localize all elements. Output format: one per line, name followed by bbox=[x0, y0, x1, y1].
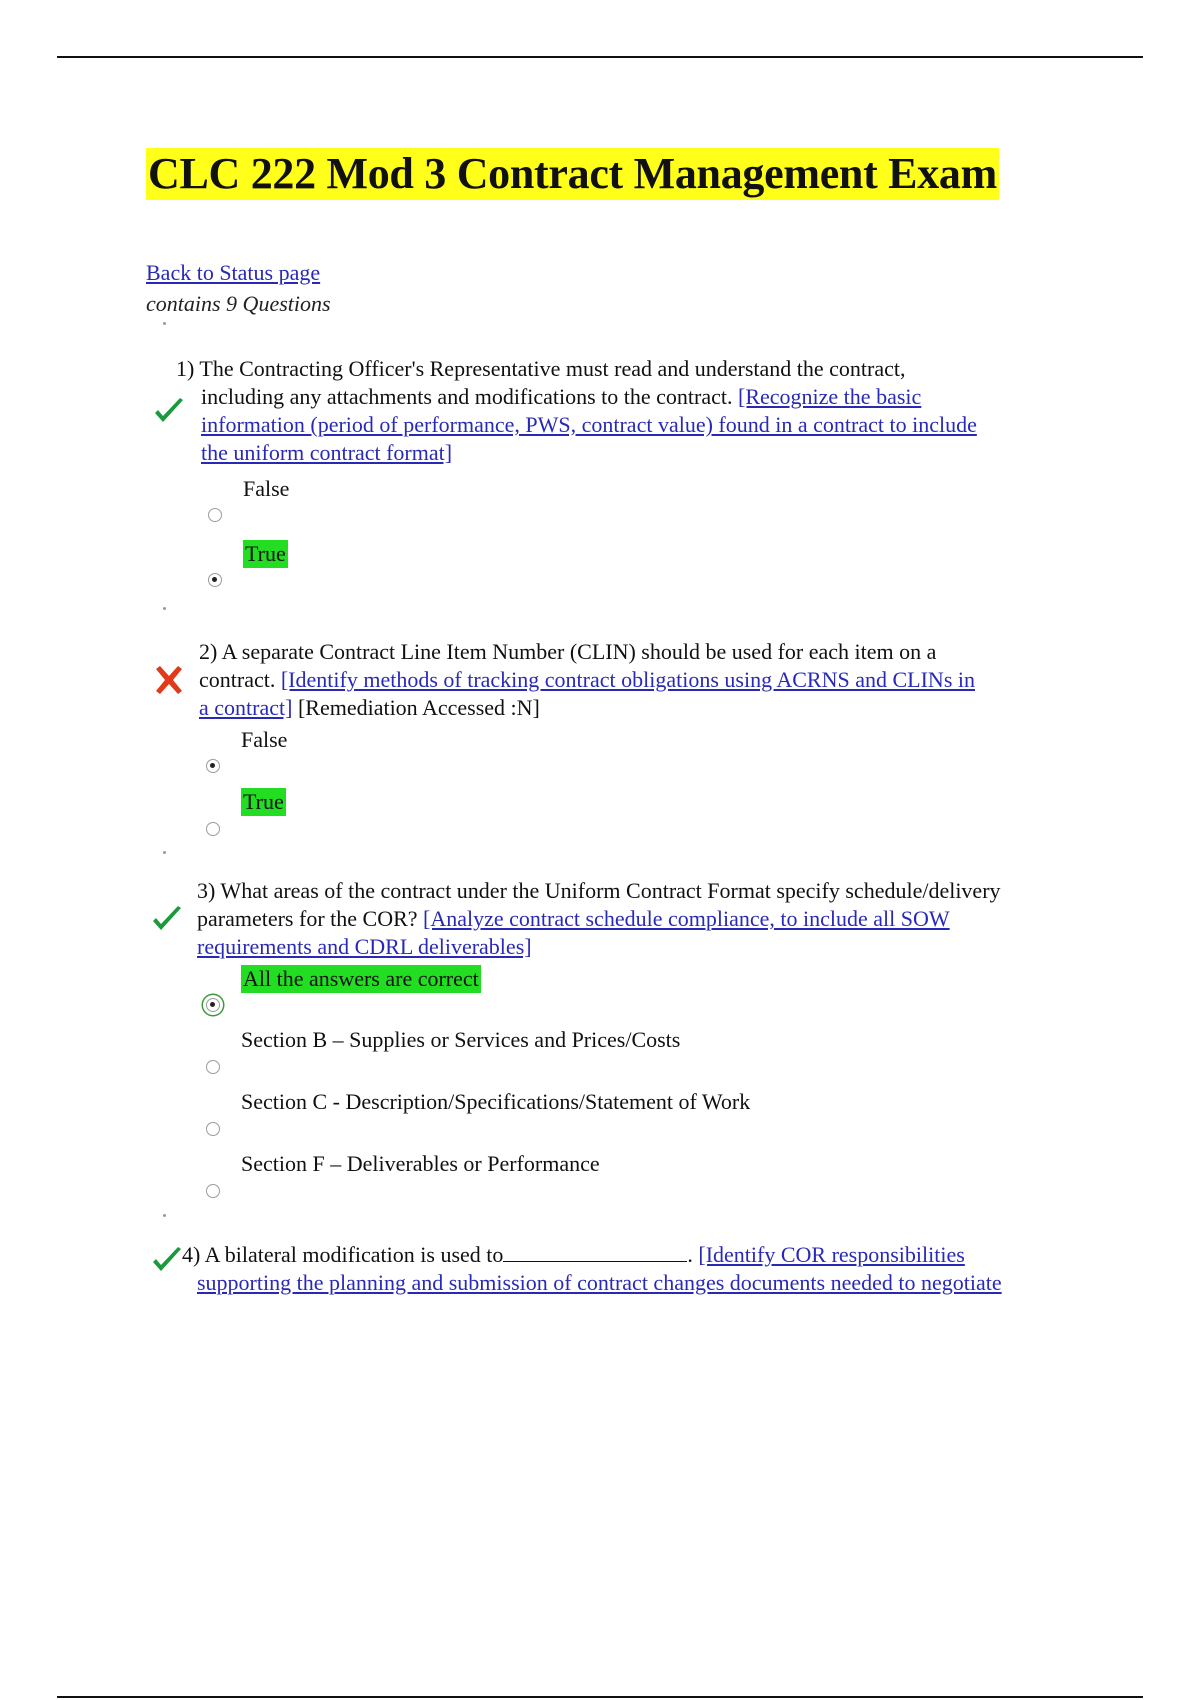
question-2-text bbox=[199, 638, 1079, 722]
q3-option-section-b-radio[interactable] bbox=[206, 1060, 220, 1074]
question-4-objective-link[interactable]: [Identify COR responsibilities supporting the planning and submission of contract changes documents needed to negotiate bbox=[197, 1242, 1002, 1295]
x-mark-icon bbox=[152, 663, 186, 697]
separator-dot bbox=[163, 607, 166, 610]
q3-option-section-b-label: Section B – Supplies or Services and Prices/Costs bbox=[241, 1027, 681, 1052]
question-1-objective-link[interactable]: [Recognize the basic information (period of performance, PWS, contract value) found in a contract to include the uniform contract format] bbox=[201, 384, 977, 465]
q3-option-section-f-radio[interactable] bbox=[206, 1184, 220, 1198]
q2-option-true-label: True bbox=[243, 789, 284, 814]
question-2-line-1: 2) A separate Contract Line Item Number (CLIN) should be used for each item on a bbox=[199, 639, 937, 664]
q2-option-false-radio[interactable] bbox=[206, 759, 220, 773]
page-title: CLC 222 Mod 3 Contract Management Exam bbox=[148, 149, 997, 198]
q3-option-section-f-label: Section F – Deliverables or Performance bbox=[241, 1151, 600, 1176]
question-1-text bbox=[176, 355, 1076, 467]
q3-option-section-c-label: Section C - Description/Specifications/Statement of Work bbox=[241, 1089, 751, 1114]
q1-option-true-label: True bbox=[245, 541, 286, 566]
q3-option-section-c-radio[interactable] bbox=[206, 1122, 220, 1136]
fill-in-blank bbox=[503, 1241, 687, 1262]
question-3-line-1: 3) What areas of the contract under the Uniform Contract Format specify schedule/delivery bbox=[197, 878, 1001, 903]
q2-option-true-radio[interactable] bbox=[206, 822, 220, 836]
q1-option-true-radio[interactable] bbox=[208, 573, 222, 587]
back-to-status-link[interactable]: Back to Status page bbox=[146, 260, 321, 285]
q1-option-false-label: False bbox=[243, 476, 290, 501]
separator-dot bbox=[163, 1214, 166, 1217]
question-2-objective-link[interactable]: [Identify methods of tracking contract obligations using ACRNS and CLINs in a contract] bbox=[199, 667, 975, 720]
question-4-line-1: 4) A bilateral modification is used to bbox=[182, 1242, 504, 1267]
question-1-line-2: including any attachments and modifications to the contract. bbox=[201, 384, 733, 409]
question-3-line-2: parameters for the COR? bbox=[197, 906, 418, 931]
checkmark-icon bbox=[150, 1244, 184, 1278]
q1-option-false-radio[interactable] bbox=[208, 508, 222, 522]
top-rule bbox=[57, 56, 1143, 58]
question-3-text bbox=[197, 877, 1097, 961]
question-4-text: 4) A bilateral modification is used to . [Identify COR responsibilities supporting the planning and submission of contract changes documents needed to negotiate bbox=[182, 1242, 1002, 1295]
q3-option-all-correct-label: All the answers are correct bbox=[243, 966, 479, 991]
bottom-rule bbox=[57, 1696, 1143, 1698]
q3-option-all-correct-radio[interactable] bbox=[206, 998, 220, 1012]
question-count: contains 9 Questions bbox=[146, 291, 331, 316]
question-2-line-2: contract. bbox=[199, 667, 276, 692]
question-3-objective-link[interactable]: [Analyze contract schedule compliance, to include all SOW requirements and CDRL deliverables] bbox=[197, 906, 950, 959]
separator-dot bbox=[163, 851, 166, 854]
separator-dot bbox=[163, 322, 166, 325]
question-2-remediation: [Remediation Accessed :N] bbox=[297, 695, 540, 720]
q2-option-false-label: False bbox=[241, 727, 288, 752]
question-1-line-1: 1) The Contracting Officer's Representative must read and understand the contract, bbox=[176, 356, 906, 381]
checkmark-icon bbox=[150, 903, 184, 937]
